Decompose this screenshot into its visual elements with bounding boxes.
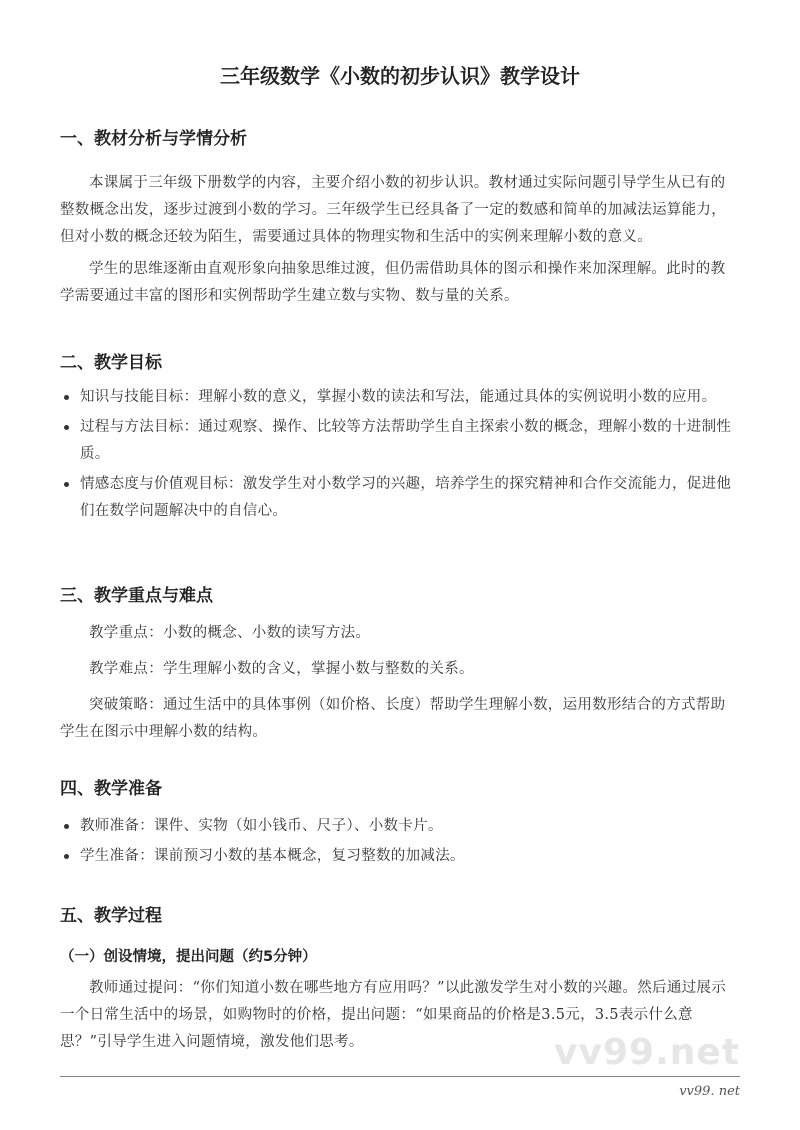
subsection-heading: （一）创设情境，提出问题（约5分钟） <box>60 949 317 965</box>
paragraph: 突破策略：通过生活中的具体事例（如价格、长度）帮助学生理解小数，运用数形结合的方式帮助学生在图示中理解小数的结构。 <box>60 697 726 740</box>
paragraph: 本课属于三年级下册数学的内容，主要介绍小数的初步认识。教材通过实际问题引导学生从已有的整数概念出发，逐步过渡到小数的学习。三年级学生已经具备了一定的数感和简单的加减法运算能力，但对小数的概念还较为陌生，需要通过具体的物理实物和生活中的实例来理解小数的意义。 <box>60 175 726 245</box>
watermark: vv99.net <box>554 1032 740 1073</box>
section-1-body <box>60 170 740 310</box>
bullet-icon <box>64 395 69 400</box>
bullet-icon <box>64 824 69 829</box>
footer-site: vv99. net <box>679 1084 740 1099</box>
section-3-body <box>60 620 740 746</box>
preparation-list <box>62 813 742 873</box>
list-item: 教师准备：课件、实物（如小钱币、尺子）、小数卡片。 <box>62 813 742 840</box>
paragraph: 学生的思维逐渐由直观形象向抽象思维过渡，但仍需借助具体的图示和操作来加深理解。此时的教学需要通过丰富的图形和实例帮助学生建立数与实物、数与量的关系。 <box>60 261 726 304</box>
list-item: 情感态度与价值观目标：激发学生对小数学习的兴趣，培养学生的探究精神和合作交流能力，促进他们在数学问题解决中的自信心。 <box>62 471 742 525</box>
section-5-heading: 五、教学过程 <box>60 906 162 926</box>
paragraph: 教学难点：学生理解小数的含义，掌握小数与整数的关系。 <box>89 661 474 677</box>
bullet-icon <box>64 425 69 430</box>
bullet-icon <box>64 482 69 487</box>
list-item: 学生准备：课前预习小数的基本概念，复习整数的加减法。 <box>62 843 742 870</box>
section-1-heading: 一、教材分析与学情分析 <box>60 129 247 149</box>
footer-divider <box>60 1076 740 1077</box>
paragraph: 教学重点：小数的概念、小数的读写方法。 <box>89 625 371 641</box>
list-item: 知识与技能目标：理解小数的意义，掌握小数的读法和写法，能通过具体的实例说明小数的应用。 <box>62 384 742 411</box>
section-4-heading: 四、教学准备 <box>60 779 162 799</box>
objectives-list <box>62 384 742 528</box>
bullet-icon <box>64 854 69 859</box>
section-2-heading: 二、教学目标 <box>60 353 162 373</box>
paragraph: 教师通过提问：“你们知道小数在哪些地方有应用吗？”以此激发学生对小数的兴趣。然后通过展示一个日常生活中的场景，如购物时的价格，提出问题：“如果商品的价格是3.5元，3.5表示什么意思？”引导学生进入问题情境，激发他们思考。 <box>60 980 727 1050</box>
list-item: 过程与方法目标：通过观察、操作、比较等方法帮助学生自主探索小数的概念，理解小数的十进制性质。 <box>62 414 742 468</box>
section-3-heading: 三、教学重点与难点 <box>60 586 213 606</box>
document-title: 三年级数学《小数的初步认识》教学设计 <box>220 64 580 88</box>
